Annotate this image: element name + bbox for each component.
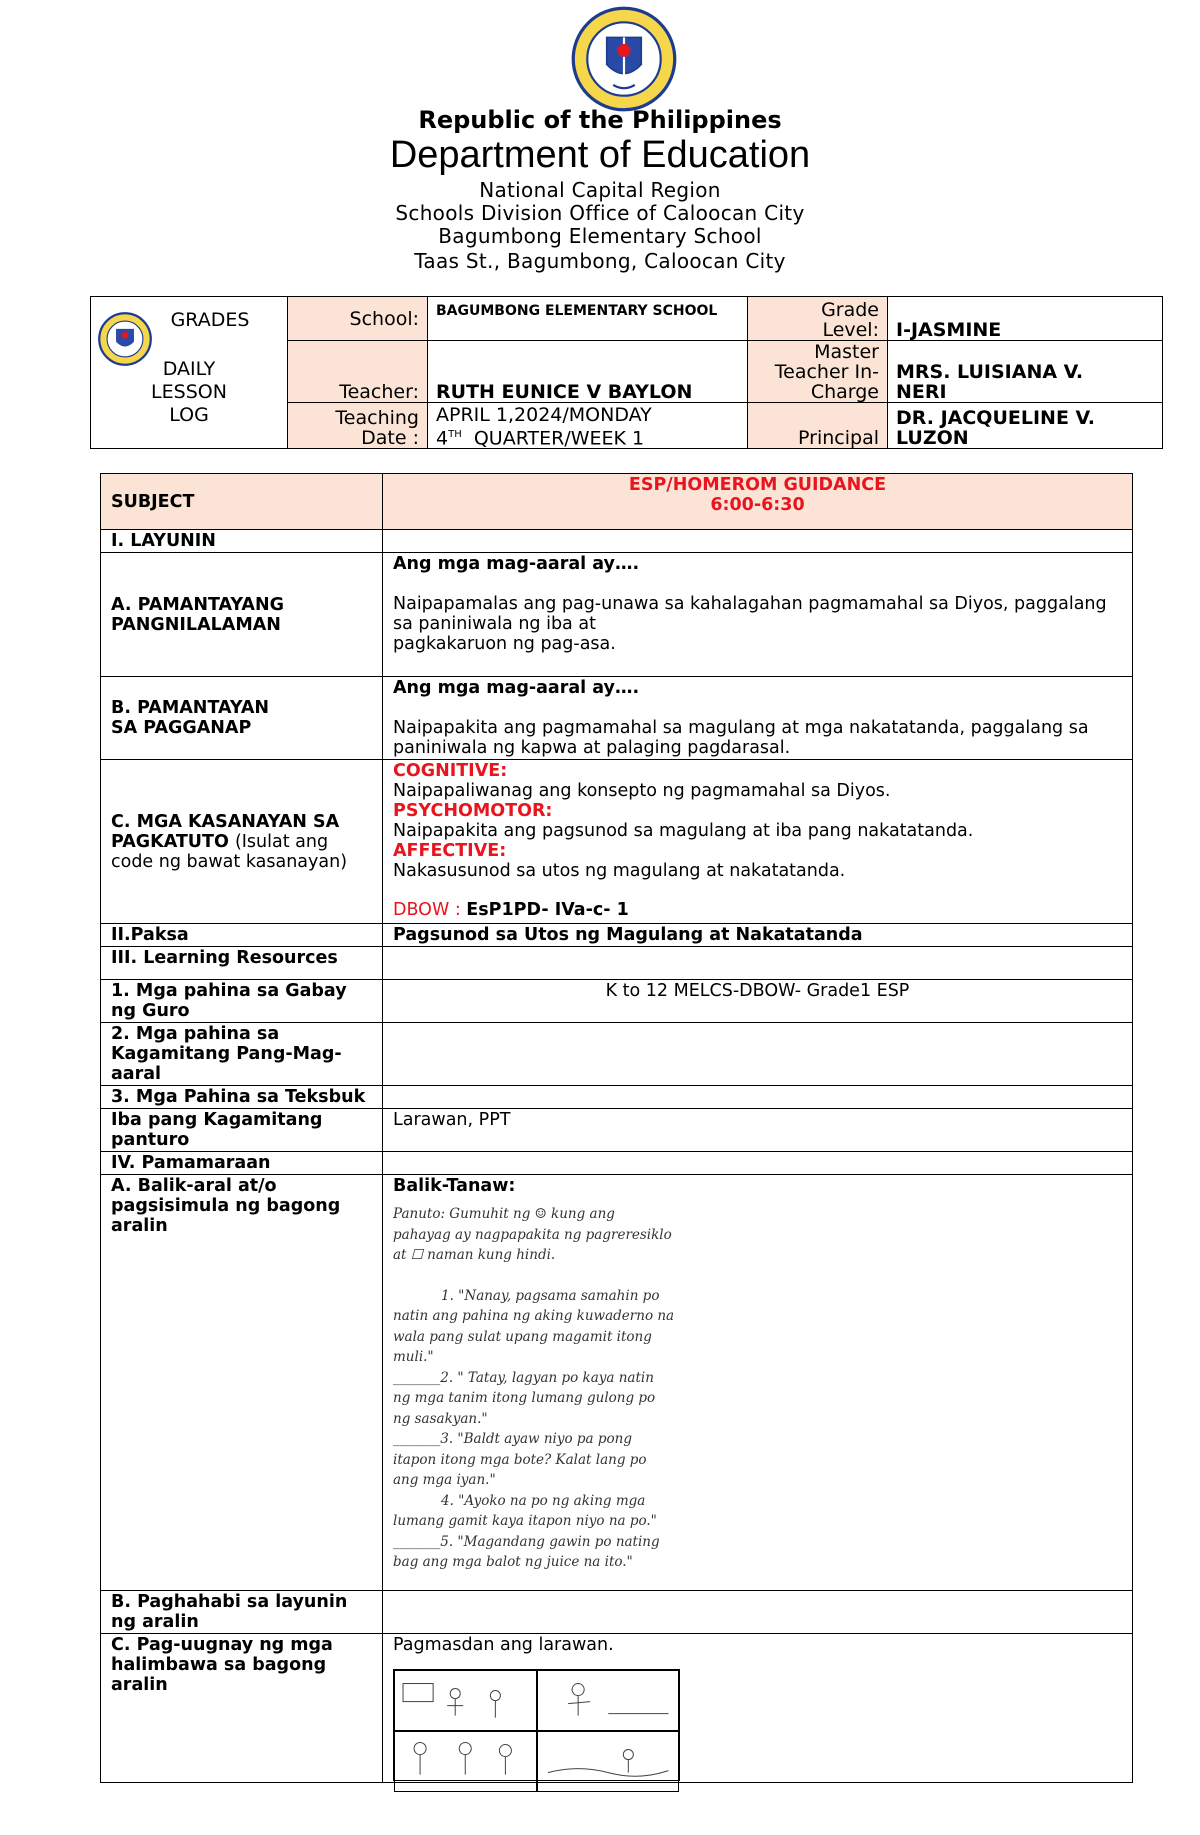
c-label-line4: code ng bawat kasanayan) — [111, 851, 348, 872]
ws-line-14: 4. "Ayoko na po ng aking mga — [441, 1492, 646, 1509]
b-text-line2: paniniwala ng kapwa at palaging pagdarasal. — [393, 738, 791, 758]
b-label-line1: B. PAMANTAYAN — [111, 698, 270, 718]
cognitive-text: Naipapaliwanag ang konsepto ng pagmamahal sa Diyos. — [393, 781, 891, 801]
balik-tanaw-title: Balik-Tanaw: — [393, 1176, 516, 1196]
pamantayang-pangnilalaman-value — [383, 553, 1133, 677]
grade-label-line2: Level: — [822, 319, 879, 341]
date-label-line2: Date : — [361, 427, 419, 449]
master-value-line1: MRS. LUISIANA V. — [896, 361, 1084, 383]
balik-aral-value — [383, 1175, 1133, 1591]
deped-seal-logo — [570, 5, 678, 113]
pamantayan-sa-pagganap-label — [101, 677, 383, 760]
ws-line-5: natin ang pahina ng aking kuwaderno na — [393, 1308, 675, 1324]
c-label-line2-wrap — [111, 832, 372, 852]
subject-value — [383, 474, 1133, 530]
teacher-value: RUTH EUNICE V BAYLON — [428, 341, 748, 403]
lesson-info-table — [90, 296, 1163, 449]
address-line: Taas St., Bagumbong, Caloocan City — [414, 249, 786, 273]
principal-value-line1: DR. JACQUELINE V. — [896, 407, 1096, 429]
r4-label-line2: panturo — [111, 1130, 190, 1150]
dll-title-cell — [91, 297, 288, 449]
pamamaraan-heading: IV. Pamamaraan — [101, 1152, 383, 1175]
paghahabi-empty — [383, 1591, 1133, 1634]
paghahabi-label — [101, 1591, 383, 1634]
r4-label-line1: Iba pang Kagamitang — [111, 1110, 323, 1130]
pamamaraan-empty — [383, 1152, 1133, 1175]
drawing-panel — [537, 1731, 680, 1792]
a-intro: Ang mga mag-aaral ay…. — [393, 554, 640, 574]
ws-line-10: ng sasakyan." — [393, 1410, 488, 1427]
dll-lesson: LESSON — [151, 380, 227, 403]
gabay-guro-label — [101, 980, 383, 1023]
republic-heading: Republic of the Philippines — [418, 106, 782, 134]
pamantayang-pangnilalaman-label — [101, 553, 383, 677]
pc-label-line1: C. Pag-uugnay ng mga — [111, 1635, 333, 1655]
balik-tanaw-worksheet-image — [393, 1204, 693, 1573]
division-line: Schools Division Office of Caloocan City — [395, 201, 805, 225]
kasanayan-value — [383, 760, 1133, 924]
school-line: Bagumbong Elementary School — [438, 224, 762, 248]
quarter-suffix: TH — [448, 428, 462, 440]
teaching-date-value — [428, 403, 748, 449]
drawing-panel — [394, 1670, 537, 1731]
ws-line-15: lumang gamit kaya itapon niyo na po." — [393, 1513, 657, 1529]
drawing-panel — [537, 1670, 680, 1731]
learning-resources-heading: III. Learning Resources — [101, 947, 383, 980]
pa-label-line1: A. Balik-aral at/o — [111, 1176, 277, 1196]
ws-line-7: muli." — [393, 1349, 434, 1365]
balik-aral-label — [101, 1175, 383, 1591]
subject-name: ESP/HOMEROM GUIDANCE — [628, 475, 887, 495]
ws-line-11: _______3. "Baldt ayaw niyo pa pong — [393, 1431, 632, 1447]
affective-text: Nakasusunod sa utos ng magulang at nakatatanda. — [393, 861, 846, 881]
drawing-child-icon — [538, 1671, 679, 1730]
teksbuk-empty — [383, 1086, 1133, 1109]
b-intro: Ang mga mag-aaral ay…. — [393, 678, 640, 698]
grade-label-line1: Grade — [821, 299, 879, 321]
quarter-number: 4 — [436, 427, 449, 449]
learning-resources-empty — [383, 947, 1133, 980]
drawing-children-icon — [395, 1732, 536, 1791]
ws-line-2: pahayag ay nagpapakita ng pagreresiklo — [393, 1226, 672, 1243]
ws-line-1: Panuto: Gumuhit ng ☺ kung ang — [393, 1206, 615, 1222]
ws-line-4: 1. "Nanay, pagsama samahin po — [441, 1287, 660, 1304]
teacher-label: Teacher: — [288, 341, 428, 403]
ws-line-6: wala pang sulat upang magamit itong — [393, 1328, 652, 1345]
pb-label-line2: ng aralin — [111, 1612, 199, 1632]
a-text-line1: Naipapamalas ang pag-unawa sa kahalagahan pagmamahal sa Diyos, paggalang — [393, 594, 1107, 614]
dbow-code: EsP1PD- IVa-c- 1 — [466, 900, 629, 920]
department-heading: Department of Education — [389, 134, 811, 176]
ws-line-3: at ☐ naman kung hindi. — [393, 1247, 556, 1263]
grade-level-value: I-JASMINE — [888, 297, 1163, 341]
teaching-date-label — [288, 403, 428, 449]
master-value-line2: NERI — [896, 381, 947, 403]
drawing-family-icon — [395, 1671, 536, 1730]
b-label-line2: SA PAGGANAP — [111, 718, 252, 738]
teksbuk-label: 3. Mga Pahina sa Teksbuk — [101, 1086, 383, 1109]
kagamitang-mag-aaral-label — [101, 1023, 383, 1086]
school-label: School: — [288, 297, 428, 341]
a-label-line1: A. PAMANTAYANG — [111, 594, 284, 615]
ws-line-17: bag ang mga balot ng juice na ito." — [393, 1554, 633, 1570]
date-label-line1: Teaching — [335, 407, 419, 429]
r2-label-line3: aaral — [111, 1064, 162, 1084]
master-teacher-label — [748, 341, 888, 403]
layunin-empty — [383, 530, 1133, 553]
grade-level-label — [748, 297, 888, 341]
master-label-line1: Master — [814, 341, 879, 363]
paksa-label: II.Paksa — [101, 924, 383, 947]
drawing-panel — [394, 1731, 537, 1792]
principal-value-line2: LUZON — [896, 427, 969, 449]
dll-grades: GRADES — [170, 308, 250, 331]
region-line: National Capital Region — [479, 178, 721, 202]
pag-uugnay-value — [383, 1634, 1133, 1783]
a-text-line2: sa paniniwala ng iba at — [393, 614, 596, 634]
c-label-line3: (Isulat ang — [234, 831, 329, 852]
date-value-line1: APRIL 1,2024/MONDAY — [436, 403, 652, 426]
school-value: BAGUMBONG ELEMENTARY SCHOOL — [428, 297, 748, 341]
ws-line-8: _______2. " Tatay, lagyan po kaya natin — [393, 1369, 654, 1386]
ws-line-12: itapon itong mga bote? Kalat lang po — [393, 1451, 647, 1468]
master-label-line3: Charge — [810, 381, 879, 403]
principal-label: Principal — [748, 403, 888, 449]
b-text-line1: Naipapakita ang pagmamahal sa magulang at mga nakatatanda, paggalang sa — [393, 718, 1089, 738]
pag-uugnay-label — [101, 1634, 383, 1783]
paksa-value: Pagsunod sa Utos ng Magulang at Nakatatanda — [383, 924, 1133, 947]
layunin-heading: I. LAYUNIN — [101, 530, 383, 553]
kagamitang-mag-aaral-empty — [383, 1023, 1133, 1086]
pamantayan-sa-pagganap-value — [383, 677, 1133, 760]
dbow-line — [393, 900, 1122, 920]
iba-pang-kagamitan-label — [101, 1109, 383, 1152]
c-label-line2: PAGKATUTO — [111, 831, 229, 852]
master-label-line2: Teacher In- — [774, 361, 879, 383]
gabay-guro-value: K to 12 MELCS-DBOW- Grade1 ESP — [383, 980, 1133, 1023]
ws-line-9: ng mga tanim itong lumang gulong po — [393, 1390, 656, 1406]
deped-mini-seal-logo — [97, 311, 153, 367]
drawing-garden-icon — [538, 1732, 679, 1791]
pc-label-line3: aralin — [111, 1675, 168, 1695]
principal-value — [888, 403, 1163, 449]
a-label-line2: PANGNILALAMAN — [111, 614, 281, 635]
r1-label-line1: 1. Mga pahina sa Gabay — [111, 981, 347, 1001]
pc-label-line2: halimbawa sa bagong — [111, 1655, 327, 1675]
dbow-label: DBOW : — [393, 900, 461, 920]
date-value-line2 — [436, 425, 739, 448]
iba-pang-kagamitan-value: Larawan, PPT — [383, 1109, 1133, 1152]
kasanayan-label — [101, 760, 383, 924]
ws-line-16: _______5. "Magandang gawin po nating — [393, 1533, 660, 1550]
cognitive-heading: COGNITIVE: — [393, 761, 508, 781]
a-text-line3: pagkakaruon ng pag-asa. — [393, 634, 616, 654]
ws-spacer — [393, 1266, 693, 1286]
pagmasdan-text: Pagmasdan ang larawan. — [393, 1635, 614, 1655]
pa-label-line3: aralin — [111, 1216, 168, 1236]
subject-time: 6:00-6:30 — [710, 495, 805, 515]
quarter-week: QUARTER/WEEK 1 — [473, 427, 645, 449]
dll-log: LOG — [169, 403, 209, 426]
pb-label-line1: B. Paghahabi sa layunin — [111, 1592, 348, 1612]
lesson-plan-table — [100, 473, 1133, 1783]
master-teacher-value — [888, 341, 1163, 403]
psychomotor-text: Naipapakita ang pagsunod sa magulang at iba pang nakatatanda. — [393, 821, 974, 841]
ws-line-13: ang mga iyan." — [393, 1472, 496, 1488]
larawan-drawings-image — [393, 1669, 680, 1781]
c-label-line1: C. MGA KASANAYAN SA — [111, 811, 340, 832]
affective-heading: AFFECTIVE: — [393, 841, 507, 861]
dll-daily: DAILY — [162, 357, 216, 380]
pa-label-line2: pagsisimula ng bagong — [111, 1196, 341, 1216]
r2-label-line1: 2. Mga pahina sa — [111, 1024, 280, 1044]
r1-label-line2: ng Guro — [111, 1001, 190, 1021]
psychomotor-heading: PSYCHOMOTOR: — [393, 801, 553, 821]
subject-label: SUBJECT — [101, 474, 383, 530]
r2-label-line2: Kagamitang Pang-Mag- — [111, 1044, 342, 1064]
